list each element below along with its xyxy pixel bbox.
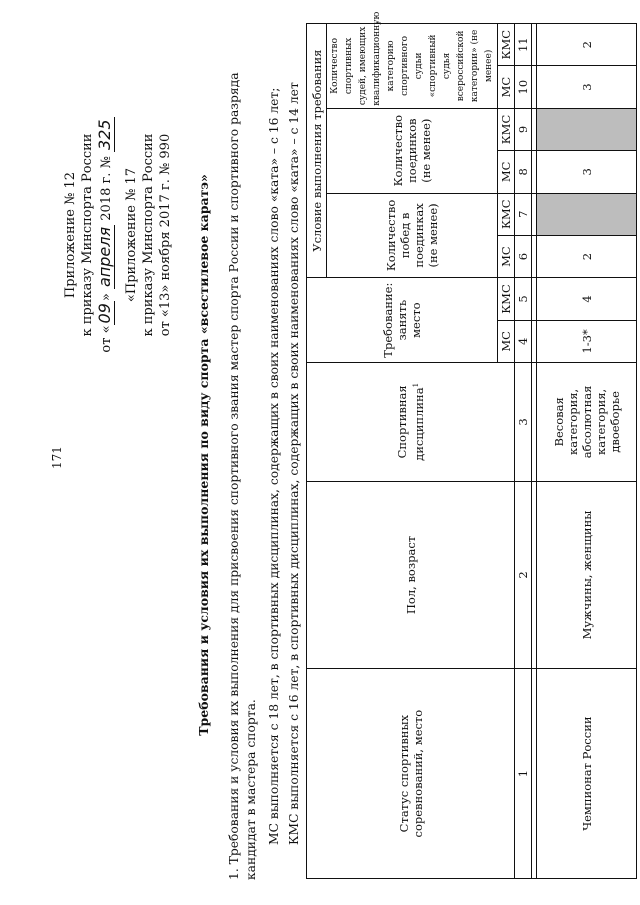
sub-judges-kms: КМС <box>498 24 515 66</box>
header-line4: «Приложение № 17 <box>124 167 139 303</box>
row-sex: Мужчины, женщины <box>537 481 637 669</box>
header-sex-age: Пол, возраст <box>307 481 515 669</box>
colnum-10: 10 <box>515 66 532 108</box>
sub-req-kms: КМС <box>498 278 515 320</box>
header-line2: к приказу Минспорта России <box>80 133 95 337</box>
sub-wins-kms: КМС <box>498 193 515 235</box>
handwritten-day: 09 <box>95 303 114 324</box>
sub-fights-kms: КМС <box>498 108 515 150</box>
colnum-8: 8 <box>515 151 532 193</box>
header-status: Статус спортивных соревнований, место <box>307 669 515 879</box>
table-row <box>537 24 637 879</box>
colnum-11: 11 <box>515 24 532 66</box>
document-title: Требования и условия их выполнения по виду спорта «всестилевое каратэ» <box>196 174 211 736</box>
handwritten-number: 325 <box>95 119 114 150</box>
sub-judges-ms: МС <box>498 66 515 108</box>
paragraph-ms-age: МС выполняется с 18 лет, в спортивных дисциплинах, содержащих в своих наименованиях слово «ката» – с 16 лет; <box>267 87 281 845</box>
page-number: 171 <box>50 446 64 469</box>
row-wins-kms <box>537 193 637 235</box>
row-judges-kms: 2 <box>537 24 637 66</box>
header-line6: от «13» ноября 2017 г. № 990 <box>158 133 173 337</box>
row-discipline: Весовая категория, абсолютная категория, двоеборье <box>537 363 637 482</box>
footnote-mark: 1 <box>412 382 421 388</box>
header-wins: Количество побед в поединках (не менее) <box>327 193 498 278</box>
row-status: Чемпионат России <box>537 669 637 879</box>
colnum-5: 5 <box>515 278 532 320</box>
row-fights-kms <box>537 108 637 150</box>
header-judges: Количество спортивных судей, имеющих квалификационную категорию спортивного судьи «спортивный судья всероссийской категории» (не менее) <box>327 24 498 109</box>
header-from-prefix: от « <box>99 325 114 353</box>
header-year: 2018 г. № <box>99 156 114 221</box>
colnum-1: 1 <box>515 669 532 879</box>
header-discipline-text: Спортивная дисциплина <box>395 385 426 461</box>
header-quote: » <box>99 293 114 302</box>
colnum-7: 7 <box>515 193 532 235</box>
header-fights: Количество поединков (не менее) <box>327 108 498 193</box>
paragraph-1a: 1. Требования и условия их выполнения для присвоения спортивного звания мастер спорта России и спортивного разряда <box>227 72 241 880</box>
header-conditions: Условие выполнения требования <box>307 24 327 278</box>
colnum-4: 4 <box>515 320 532 362</box>
sub-req-ms: МС <box>498 320 515 362</box>
paragraph-kms-age: КМС выполняется с 16 лет, в спортивных дисциплинах, содержащих в своих наименованиях слово «ката» – с 14 лет <box>287 82 301 845</box>
row-req-ms: 1-3* <box>537 320 637 362</box>
colnum-3: 3 <box>515 363 532 482</box>
order-header <box>62 85 174 385</box>
sub-fights-ms: МС <box>498 151 515 193</box>
colnum-6: 6 <box>515 235 532 277</box>
header-line1: Приложение № 12 <box>63 171 78 299</box>
colnum-9: 9 <box>515 108 532 150</box>
row-fights-ms: 3 <box>537 151 637 193</box>
header-discipline <box>307 363 515 482</box>
header-requirement: Требование: занять место <box>307 278 498 363</box>
colnum-2: 2 <box>515 481 532 669</box>
paragraph-1b: кандидат в мастера спорта. <box>244 699 258 880</box>
row-req-kms: 4 <box>537 278 637 320</box>
row-wins-ms: 2 <box>537 235 637 277</box>
handwritten-month: апреля <box>95 226 114 287</box>
header-line3 <box>96 85 115 385</box>
requirements-table <box>306 11 637 879</box>
row-judges-ms: 3 <box>537 66 637 108</box>
header-line5: к приказу Минспорта России <box>141 133 156 337</box>
sub-wins-ms: МС <box>498 235 515 277</box>
